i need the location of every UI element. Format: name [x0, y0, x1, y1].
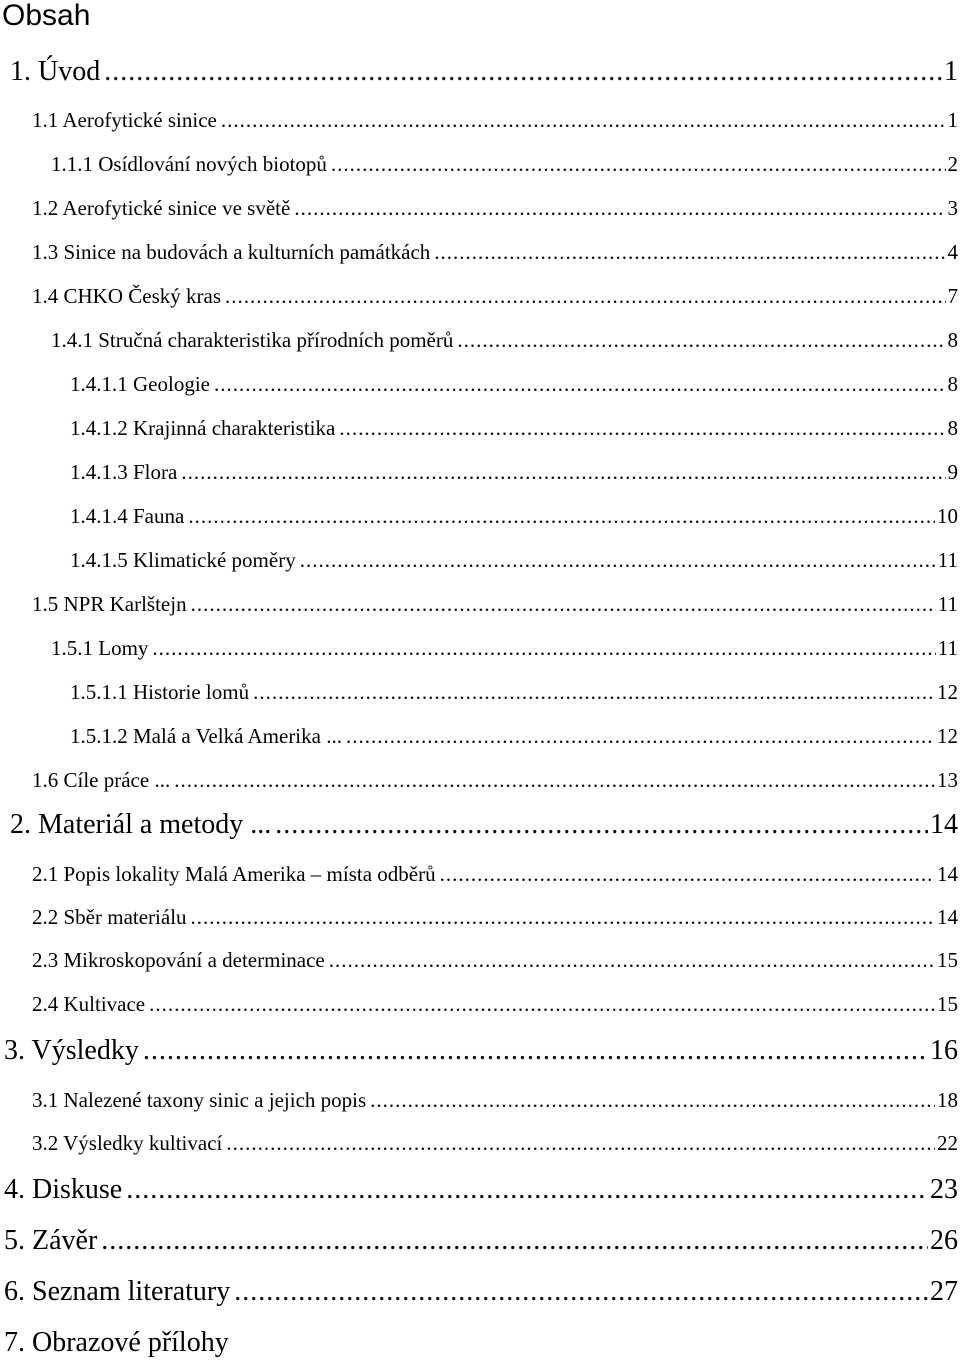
toc-entry-label: 2. Materiál a metody ...: [10, 809, 272, 840]
toc-entry-page: 14: [937, 862, 958, 886]
toc-entry-1-3[interactable]: [32, 238, 958, 266]
toc-entry-page: 3: [947, 196, 958, 220]
toc-entry-1-1-1[interactable]: [51, 150, 958, 178]
toc-entry-page: 16: [930, 1035, 958, 1066]
toc-entry-label: 1.1 Aerofytické sinice: [32, 108, 217, 132]
toc-entry-7[interactable]: [4, 1326, 958, 1360]
toc-entry-3-1[interactable]: [32, 1086, 958, 1114]
toc-entry-page: 9: [947, 460, 958, 484]
toc-entry-page: 8: [947, 328, 958, 352]
toc-entry-label: 1.4.1.1 Geologie: [70, 372, 210, 396]
toc-entry-page: 4: [947, 240, 958, 264]
dot-leader: [191, 903, 935, 931]
toc-entry-label: 3.1 Nalezené taxony sinic a jejich popis: [32, 1088, 367, 1112]
toc-entry-label: 1.4.1.2 Krajinná charakteristika: [70, 416, 336, 440]
toc-entry-1-4-1-3[interactable]: [70, 458, 958, 486]
dot-leader: [331, 150, 946, 178]
toc-entry-2-1[interactable]: [32, 860, 958, 888]
dot-leader: [126, 1173, 928, 1207]
dot-leader: [174, 766, 935, 794]
toc-entry-page: 1: [944, 56, 958, 87]
toc-entry-page: 10: [937, 504, 958, 528]
dot-leader: [253, 678, 935, 706]
toc-entry-1-5[interactable]: [32, 590, 958, 618]
toc-entry-1-4-1[interactable]: [51, 326, 958, 354]
toc-entry-2[interactable]: [10, 808, 958, 842]
toc-entry-page: 14: [930, 809, 958, 840]
toc-entry-page: 2: [947, 152, 958, 176]
toc-entry-page: 15: [937, 948, 958, 972]
toc-entry-1-4-1-1[interactable]: [70, 370, 958, 398]
toc-entry-label: 1.5.1.1 Historie lomů: [70, 680, 250, 704]
dot-leader: [221, 106, 946, 134]
toc-entry-page: 11: [937, 592, 958, 616]
toc-entry-1-5-1[interactable]: [51, 634, 958, 662]
toc-entry-3[interactable]: [4, 1034, 958, 1068]
toc-entry-page: 8: [947, 372, 958, 396]
toc-entry-page: 7: [947, 284, 958, 308]
toc-entry-1-4-1-2[interactable]: [70, 414, 958, 442]
toc-entry-label: 1.5.1 Lomy: [51, 636, 149, 660]
dot-leader: [339, 414, 945, 442]
toc-entry-label: 1.5 NPR Karlštejn: [32, 592, 187, 616]
toc-entry-2-3[interactable]: [32, 946, 958, 974]
toc-entry-label: 1.3 Sinice na budovách a kulturních památkách: [32, 240, 431, 264]
toc-entry-1-4-1-5[interactable]: [70, 546, 958, 574]
toc-entry-page: 26: [930, 1225, 958, 1256]
dot-leader: [152, 634, 935, 662]
toc-entry-label: 1.4.1.3 Flora: [70, 460, 178, 484]
dot-leader: [346, 722, 935, 750]
toc-entry-label: 7. Obrazové přílohy: [4, 1327, 229, 1358]
page-title: Obsah: [2, 0, 91, 32]
toc-entry-1[interactable]: [10, 55, 958, 89]
toc-entry-label: 1.4.1.4 Fauna: [70, 504, 185, 528]
dot-leader: [214, 370, 946, 398]
toc-entry-label: 6. Seznam literatury: [4, 1276, 231, 1307]
dot-leader: [191, 590, 936, 618]
toc-entry-label: 1.4 CHKO Český kras: [32, 284, 221, 308]
dot-leader: [104, 55, 942, 89]
dot-leader: [294, 194, 945, 222]
toc-entry-1-6[interactable]: [32, 766, 958, 794]
toc-entry-label: 1.2 Aerofytické sinice ve světě: [32, 196, 291, 220]
toc-entry-label: 1.1.1 Osídlování nových biotopů: [51, 152, 327, 176]
toc-entry-label: 1.4.1 Stručná charakteristika přírodních poměrů: [51, 328, 454, 352]
toc-entry-1-4[interactable]: [32, 282, 958, 310]
toc-entry-page: 11: [937, 548, 958, 572]
toc-entry-page: 27: [930, 1276, 958, 1307]
toc-entry-5[interactable]: [4, 1224, 958, 1258]
toc-entry-1-5-1-2[interactable]: [70, 722, 958, 750]
toc-entry-label: 1. Úvod: [10, 56, 101, 87]
dot-leader: [226, 1129, 935, 1157]
dot-leader: [457, 326, 945, 354]
toc-entry-label: 2.3 Mikroskopování a determinace: [32, 948, 325, 972]
toc-entry-page: 23: [930, 1174, 958, 1205]
dot-leader: [300, 546, 936, 574]
toc-entry-2-2[interactable]: [32, 903, 958, 931]
toc-entry-label: 2.2 Sběr materiálu: [32, 905, 187, 929]
toc-entry-label: 1.5.1.2 Malá a Velká Amerika ...: [70, 724, 342, 748]
toc-entry-label: 1.4.1.5 Klimatické poměry: [70, 548, 296, 572]
toc-entry-label: 4. Diskuse: [4, 1174, 123, 1205]
toc-entry-label: 1.6 Cíle práce ...: [32, 768, 171, 792]
toc-entry-2-4[interactable]: [32, 990, 958, 1018]
dot-leader: [275, 808, 928, 842]
toc-entry-3-2[interactable]: [32, 1129, 958, 1157]
toc-entry-label: 3. Výsledky: [4, 1035, 139, 1066]
dot-leader: [440, 860, 935, 888]
toc-entry-6[interactable]: [4, 1275, 958, 1309]
dot-leader: [143, 1034, 928, 1068]
dot-leader: [329, 946, 935, 974]
toc-entry-label: 2.1 Popis lokality Malá Amerika – místa odběrů: [32, 862, 436, 886]
dot-leader: [225, 282, 946, 310]
dot-leader: [149, 990, 935, 1018]
dot-leader: [234, 1275, 928, 1309]
toc-entry-1-1[interactable]: [32, 106, 958, 134]
toc-entry-page: 8: [947, 416, 958, 440]
dot-leader: [434, 238, 945, 266]
toc-entry-page: 14: [937, 905, 958, 929]
toc-entry-page: 12: [937, 680, 958, 704]
toc-entry-1-2[interactable]: [32, 194, 958, 222]
toc-entry-label: 5. Závěr: [4, 1225, 98, 1256]
toc-entry-page: 11: [937, 636, 958, 660]
toc-entry-page: 18: [937, 1088, 958, 1112]
toc-entry-1-4-1-4[interactable]: [70, 502, 958, 530]
toc-entry-page: 15: [937, 992, 958, 1016]
toc-entry-label: 3.2 Výsledky kultivací: [32, 1131, 223, 1155]
toc-entry-1-5-1-1[interactable]: [70, 678, 958, 706]
toc-entry-4[interactable]: [4, 1173, 958, 1207]
toc-entry-page: 1: [947, 108, 958, 132]
dot-leader: [101, 1224, 928, 1258]
toc-entry-page: 12: [937, 724, 958, 748]
toc-entry-label: 2.4 Kultivace: [32, 992, 146, 1016]
dot-leader: [188, 502, 935, 530]
dot-leader: [370, 1086, 935, 1114]
toc-entry-page: 13: [937, 768, 958, 792]
toc-entry-page: 22: [937, 1131, 958, 1155]
dot-leader: [181, 458, 945, 486]
